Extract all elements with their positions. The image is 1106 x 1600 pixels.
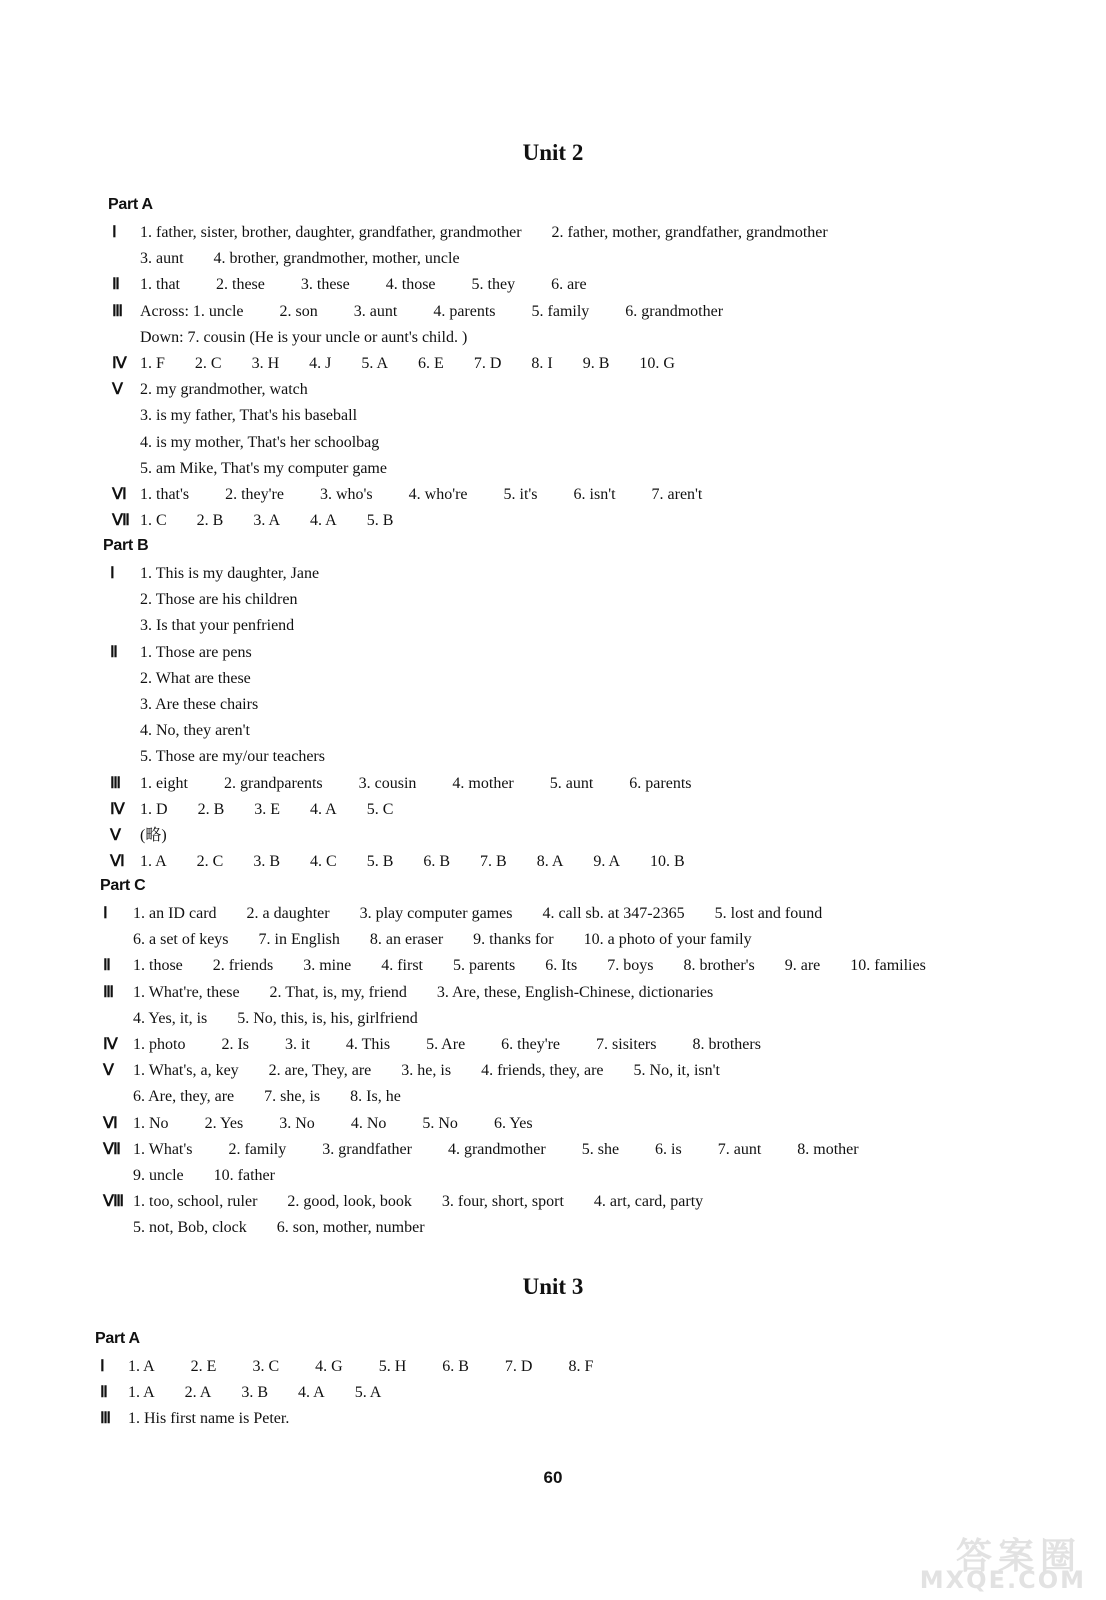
answer-item: 2. father, mother, grandfather, grandmother (551, 224, 828, 241)
watermark-cn: 答案圈 (955, 1536, 1082, 1577)
answer-item: 6. a set of keys (133, 931, 229, 949)
answer-row (0, 1382, 1106, 1404)
answer-item: 3. Is that your penfriend (140, 617, 295, 635)
answer-items (140, 825, 167, 847)
answer-item: 8. brothers (692, 1036, 761, 1053)
answer-items (128, 1356, 593, 1378)
answer-row (0, 825, 1106, 847)
answer-item: 3. A (253, 512, 281, 530)
answer-item: 3. play computer games (359, 905, 513, 922)
answer-item: 2. Those are his children (140, 591, 298, 609)
answer-row (0, 642, 1106, 664)
answer-item: 2. friends (212, 957, 274, 975)
answer-item: 5. A (354, 1384, 382, 1402)
answer-item: 1. D (140, 800, 168, 818)
answer-item: 1. His first name is Peter. (128, 1410, 290, 1428)
answer-item: 4. Yes, it, is (133, 1009, 208, 1027)
answer-item: 2. are, They, are (268, 1062, 372, 1080)
answer-item: 6. Yes (493, 1114, 533, 1132)
answer-item: 3. Are these chairs (140, 696, 259, 713)
answer-items (140, 484, 702, 506)
answer-item: 5. B (366, 853, 394, 871)
answer-item: (略) (140, 827, 167, 844)
answer-item: 3. cousin (358, 774, 417, 792)
answer-item: 1. that's (140, 486, 190, 503)
answer-item: 4. G (315, 1358, 343, 1375)
answer-row (0, 353, 1106, 375)
answer-item: 6. are (551, 276, 587, 294)
answer-item: 3. B (253, 853, 281, 871)
answer-item: 3. Are, these, English-Chinese, dictionaries (436, 983, 714, 1001)
answer-items (140, 563, 319, 585)
part-label: Part A (95, 1330, 140, 1347)
answer-items (133, 1060, 720, 1082)
answer-item: 6. Its (545, 957, 578, 975)
answer-items (133, 1217, 425, 1239)
answer-items (140, 799, 393, 821)
answer-item: 5. it's (503, 486, 538, 503)
answer-item: 7. D (473, 355, 502, 372)
answer-row (0, 1086, 1106, 1108)
answer-row (0, 405, 1106, 427)
answer-item: 2. they're (225, 486, 284, 503)
answer-item: 5. Are (426, 1036, 466, 1053)
answer-items (140, 353, 675, 375)
answer-item: 2. A (184, 1384, 212, 1402)
answer-items (133, 1165, 275, 1187)
answer-item: 3. E (254, 800, 281, 818)
answer-items (140, 615, 294, 637)
answer-item: 4. mother (452, 774, 514, 792)
answer-item: 9. thanks for (473, 931, 554, 949)
answer-row (0, 720, 1106, 742)
answer-row (0, 1034, 1106, 1056)
answer-row (0, 379, 1106, 401)
answer-items (140, 405, 357, 427)
answer-item: 5. B (366, 512, 394, 530)
answer-item: 6. isn't (573, 486, 616, 503)
answer-item: 9. are (784, 957, 821, 975)
answer-items (133, 1086, 401, 1108)
answer-items (140, 668, 251, 690)
answer-items (140, 432, 379, 454)
answer-items (133, 1139, 859, 1161)
answer-item: 6. E (418, 355, 444, 372)
answer-item: 2. Yes (204, 1114, 244, 1132)
answer-item: 5. aunt (549, 774, 594, 792)
answer-row (0, 1165, 1106, 1187)
answer-item: 2. good, look, book (287, 1193, 412, 1211)
answer-item: 3. B (241, 1384, 269, 1402)
answer-row (0, 982, 1106, 1004)
answer-item: 5. No, this, is, his, girlfriend (237, 1009, 418, 1027)
roman-numeral: Ⅶ (103, 1140, 121, 1158)
answer-items (140, 327, 467, 349)
answer-row (0, 929, 1106, 951)
answer-item: 6. B (442, 1358, 469, 1375)
answer-item: 1. A (128, 1384, 155, 1402)
answer-item: 2. C (196, 853, 224, 871)
answer-item: 5. they (471, 276, 516, 294)
answer-item: 8. I (531, 355, 553, 372)
answer-item: 4. A (298, 1384, 325, 1402)
answer-item: 4. art, card, party (593, 1193, 704, 1211)
answer-item: 3. is my father, That's his baseball (140, 407, 358, 425)
answer-item: 3. H (251, 355, 280, 372)
answer-item: 4. No, they aren't (140, 722, 250, 740)
answer-items (133, 1113, 533, 1135)
answer-items (140, 720, 250, 742)
answer-item: 7. B (480, 853, 507, 871)
answer-item: 7. aren't (651, 486, 703, 503)
answer-item: 3. four, short, sport (441, 1193, 564, 1211)
answer-item: 2. C (194, 355, 222, 372)
roman-numeral: Ⅱ (103, 957, 111, 975)
answer-item: 8. brother's (683, 957, 755, 975)
answer-item: 1. F (140, 355, 165, 372)
watermark-logo (822, 1528, 1092, 1594)
answer-item: 5. No (422, 1114, 458, 1132)
answer-item: 1. This is my daughter, Jane (140, 565, 320, 582)
answer-item: 2. B (197, 800, 225, 818)
answer-items (133, 955, 926, 977)
answer-row (0, 1356, 1106, 1378)
answer-item: 9. uncle (133, 1167, 184, 1184)
answer-row (0, 301, 1106, 323)
answer-items (140, 458, 387, 480)
roman-numeral: Ⅷ (103, 1193, 125, 1211)
answer-item: 4. brother, grandmother, mother, uncle (213, 250, 460, 268)
answer-items (140, 248, 460, 270)
unit-title: Unit 2 (522, 140, 584, 165)
answer-item: 9. B (582, 355, 610, 372)
answer-item: 2. son (279, 302, 318, 320)
answer-item: 4. is my mother, That's her schoolbag (140, 433, 380, 451)
answer-item: 1. that (140, 276, 180, 294)
answer-item: 4. A (310, 800, 337, 818)
answer-item: 2. these (216, 276, 265, 294)
answer-item: 10. a photo of your family (583, 931, 752, 949)
answer-item: 1. What're, these (133, 983, 240, 1001)
answer-item: 1. What's (133, 1140, 193, 1158)
answer-item: 5. not, Bob, clock (133, 1219, 247, 1237)
answer-item: 3. it (285, 1036, 310, 1053)
answer-items (140, 851, 685, 873)
answer-item: 2. What are these (140, 669, 251, 687)
answer-item: 6. B (423, 853, 451, 871)
answer-item: 10. B (650, 853, 685, 871)
answer-item: 8. A (536, 853, 564, 871)
answer-item: 8. mother (797, 1140, 859, 1158)
roman-numeral: Ⅰ (112, 224, 117, 241)
answer-item: Across: 1. uncle (140, 302, 244, 320)
answer-items (140, 301, 723, 323)
roman-numeral: Ⅰ (110, 565, 115, 582)
answer-row (0, 694, 1106, 716)
answer-item: 8. Is, he (350, 1088, 401, 1106)
answer-items (140, 642, 252, 664)
answer-item: 1. A (128, 1358, 155, 1375)
roman-numeral: Ⅲ (100, 1410, 112, 1428)
roman-numeral: Ⅵ (112, 486, 127, 503)
answer-item: 4. first (381, 957, 423, 975)
answer-item: 1. those (133, 957, 183, 975)
answer-item: 8. an eraser (369, 931, 444, 949)
roman-numeral: Ⅰ (100, 1358, 105, 1375)
answer-row (0, 563, 1106, 585)
answer-item: 10. G (639, 355, 675, 372)
answer-item: 3. No (279, 1114, 315, 1132)
answer-item: 5. parents (453, 957, 516, 975)
answer-item: 1. an ID card (133, 905, 217, 922)
answer-row (0, 222, 1106, 244)
answer-row (0, 955, 1106, 977)
answer-item: 4. No (350, 1114, 387, 1132)
answer-items (140, 773, 692, 795)
answer-item: 4. parents (433, 302, 496, 320)
answer-item: 5. No, it, isn't (633, 1062, 720, 1080)
answer-items (133, 982, 713, 1004)
answer-row (0, 484, 1106, 506)
answer-item: 5. she (581, 1140, 620, 1158)
answer-item: 7. D (504, 1358, 533, 1375)
answer-row (0, 668, 1106, 690)
answer-item: 2. That, is, my, friend (269, 983, 407, 1001)
answer-items (140, 274, 587, 296)
answer-item: 7. she, is (264, 1088, 321, 1106)
answer-item: 4. J (309, 355, 332, 372)
answer-item: 6. Are, they, are (133, 1088, 235, 1106)
answer-item: 4. call sb. at 347-2365 (542, 905, 685, 922)
part-label: Part A (108, 196, 153, 213)
answer-items (128, 1382, 381, 1404)
answer-row (0, 1217, 1106, 1239)
answer-row (0, 248, 1106, 270)
roman-numeral: Ⅵ (110, 853, 125, 871)
answer-items (133, 903, 822, 925)
answer-items (140, 746, 325, 768)
answer-item: 2. Is (221, 1036, 250, 1053)
answer-row (0, 589, 1106, 611)
answer-item: 1. C (140, 512, 167, 530)
answer-item: 1. too, school, ruler (133, 1193, 258, 1211)
answer-item: 3. who's (319, 486, 373, 503)
answer-row (0, 458, 1106, 480)
roman-numeral: Ⅰ (103, 905, 108, 922)
answer-item: 5. family (531, 302, 590, 320)
answer-item: 1. father, sister, brother, daughter, grandfather, grandmother (140, 224, 522, 241)
answer-items (140, 222, 828, 244)
answer-row (0, 510, 1106, 532)
unit-title: Unit 3 (522, 1274, 584, 1299)
answer-item: 7. aunt (717, 1140, 762, 1158)
part-label: Part C (100, 877, 146, 894)
answer-row (0, 274, 1106, 296)
answer-item: 1. No (133, 1114, 169, 1132)
answer-item: 2. a daughter (246, 905, 330, 922)
answer-item: Down: 7. cousin (He is your uncle or aunt's child. ) (140, 328, 468, 346)
answer-row (0, 851, 1106, 873)
watermark-en: MXQE.COM (919, 1566, 1086, 1594)
answer-item: 10. families (850, 957, 926, 975)
answer-item: 2. my grandmother, watch (140, 381, 308, 399)
answer-item: 4. This (345, 1036, 391, 1053)
answer-item: 6. parents (629, 774, 692, 792)
answer-item: 7. boys (607, 957, 654, 975)
answer-item: 3. mine (303, 957, 352, 975)
answer-item: 4. those (385, 276, 436, 294)
roman-numeral: Ⅴ (112, 381, 123, 399)
roman-numeral: Ⅳ (110, 800, 125, 818)
roman-numeral: Ⅳ (103, 1036, 118, 1053)
answer-item: 6. they're (501, 1036, 561, 1053)
answer-items (140, 589, 297, 611)
answer-item: 3. C (252, 1358, 280, 1375)
answer-item: 3. aunt (140, 250, 184, 268)
answer-item: 1. Those are pens (140, 643, 252, 661)
answer-item: 2. grandparents (224, 774, 323, 792)
answer-item: 9. A (593, 853, 621, 871)
answer-row (0, 1139, 1106, 1161)
answer-item: 4. A (310, 512, 337, 530)
answer-item: 2. family (228, 1140, 287, 1158)
answer-item: 4. who're (408, 486, 468, 503)
roman-numeral: Ⅴ (110, 827, 121, 844)
answer-row (0, 1060, 1106, 1082)
answer-item: 5. lost and found (714, 905, 823, 922)
answer-row (0, 773, 1106, 795)
answer-items (133, 929, 752, 951)
answer-items (133, 1008, 418, 1030)
answer-item: 6. son, mother, number (276, 1219, 425, 1237)
answer-item: 10. father (213, 1167, 275, 1184)
answer-item: 3. aunt (353, 302, 398, 320)
answer-row (0, 615, 1106, 637)
answer-item: 3. grandfather (322, 1140, 412, 1158)
roman-numeral: Ⅱ (110, 643, 118, 661)
answer-row (0, 432, 1106, 454)
answer-item: 6. grandmother (625, 302, 724, 320)
roman-numeral: Ⅱ (100, 1384, 108, 1402)
answer-row (0, 903, 1106, 925)
answer-item: 1. What's, a, key (133, 1062, 239, 1080)
answer-row (0, 1113, 1106, 1135)
answer-item: 5. A (361, 355, 389, 372)
roman-numeral: Ⅵ (103, 1114, 118, 1132)
answer-item: 5. am Mike, That's my computer game (140, 459, 387, 477)
answer-item: 4. friends, they, are (481, 1062, 604, 1080)
answer-row (0, 1408, 1106, 1430)
answer-item: 1. eight (140, 774, 188, 792)
answer-item: 2. B (196, 512, 224, 530)
answer-item: 1. photo (133, 1036, 186, 1053)
answer-item: 4. C (310, 853, 337, 871)
answer-item: 1. A (140, 853, 167, 871)
roman-numeral: Ⅲ (103, 983, 115, 1001)
answer-item: 5. Those are my/our teachers (140, 748, 325, 766)
answer-item: 7. in English (258, 931, 340, 949)
answer-items (128, 1408, 289, 1430)
part-label: Part B (103, 537, 149, 554)
answer-row (0, 1008, 1106, 1030)
answer-item: 5. H (378, 1358, 407, 1375)
answer-row (0, 746, 1106, 768)
answer-row (0, 799, 1106, 821)
answer-item: 7. sisiters (596, 1036, 657, 1053)
answer-item: 3. he, is (401, 1062, 452, 1080)
page-number: 60 (543, 1468, 563, 1487)
answer-items (133, 1034, 761, 1056)
answer-items (140, 510, 393, 532)
answer-row (0, 327, 1106, 349)
roman-numeral: Ⅱ (112, 276, 120, 294)
answer-item: 3. these (300, 276, 350, 294)
roman-numeral: Ⅴ (103, 1062, 114, 1080)
roman-numeral: Ⅳ (112, 355, 127, 372)
roman-numeral: Ⅶ (112, 512, 130, 530)
answer-item: 2. E (190, 1358, 217, 1375)
answer-items (140, 379, 308, 401)
roman-numeral: Ⅲ (110, 774, 122, 792)
roman-numeral: Ⅲ (112, 302, 124, 320)
answer-items (133, 1191, 703, 1213)
answer-item: 8. F (568, 1358, 594, 1375)
answer-items (140, 694, 258, 716)
answer-row (0, 1191, 1106, 1213)
answer-item: 6. is (655, 1140, 682, 1158)
answer-item: 4. grandmother (447, 1140, 546, 1158)
answer-item: 5. C (366, 800, 394, 818)
